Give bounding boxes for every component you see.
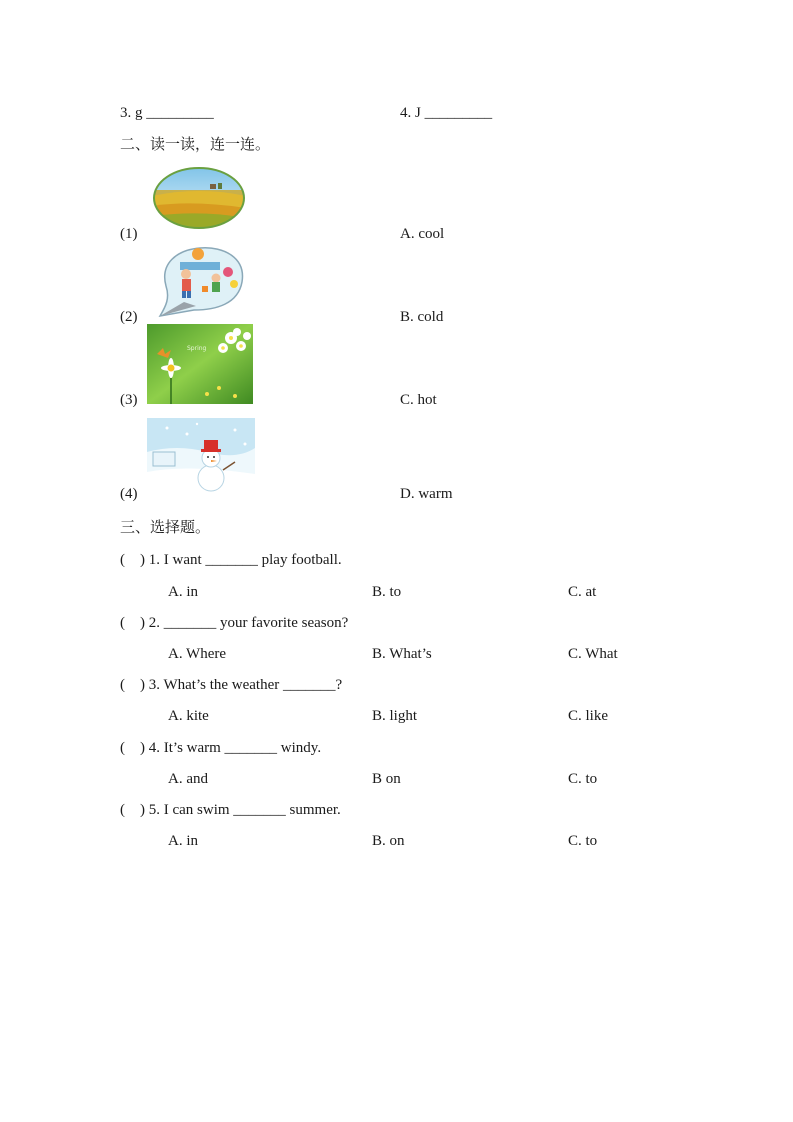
question-4-stem: ( ) 4. It’s warm _______ windy. <box>120 740 322 756</box>
question-3-option-b: B. light <box>372 708 418 724</box>
autumn-field-image <box>152 166 246 230</box>
section-3-heading: 三、选择题。 <box>120 520 211 536</box>
question-1-stem: ( ) 1. I want _______ play football. <box>120 552 342 568</box>
question-1-option-a: A. in <box>168 584 198 600</box>
item-4-j: 4. J _________ <box>400 105 493 121</box>
question-1-option-b: B. to <box>372 584 402 600</box>
question-1-option-c: C. at <box>568 584 597 600</box>
question-2-option-b: B. What’s <box>372 646 432 662</box>
question-3-option-a: A. kite <box>168 708 209 724</box>
question-2-option-c: C. What <box>568 646 618 662</box>
row-2-number: (2) <box>120 309 138 325</box>
question-3-option-c: C. like <box>568 708 608 724</box>
question-4-option-b: B on <box>372 771 401 787</box>
item-3-g: 3. g _________ <box>120 105 214 121</box>
question-5-option-a: A. in <box>168 833 198 849</box>
row-3-number: (3) <box>120 392 138 408</box>
option-b: B. cold <box>400 309 444 325</box>
question-5-option-c: C. to <box>568 833 598 849</box>
option-a: A. cool <box>400 226 445 242</box>
option-c: C. hot <box>400 392 437 408</box>
winter-snowman-image <box>147 418 255 496</box>
question-2-stem: ( ) 2. _______ your favorite season? <box>120 615 349 631</box>
spring-daisies-butterfly-image <box>147 324 253 404</box>
question-5-option-b: B. on <box>372 833 405 849</box>
option-d: D. warm <box>400 486 453 502</box>
question-2-option-a: A. Where <box>168 646 227 662</box>
question-3-stem: ( ) 3. What’s the weather _______? <box>120 677 343 693</box>
row-4-number: (4) <box>120 486 138 502</box>
summer-beach-kids-image <box>154 244 246 318</box>
section-2-heading: 二、读一读，连一连。 <box>120 137 271 153</box>
svg-text:Spring: Spring <box>187 345 207 352</box>
question-5-stem: ( ) 5. I can swim _______ summer. <box>120 802 341 818</box>
row-1-number: (1) <box>120 226 138 242</box>
question-4-option-c: C. to <box>568 771 598 787</box>
question-4-option-a: A. and <box>168 771 208 787</box>
